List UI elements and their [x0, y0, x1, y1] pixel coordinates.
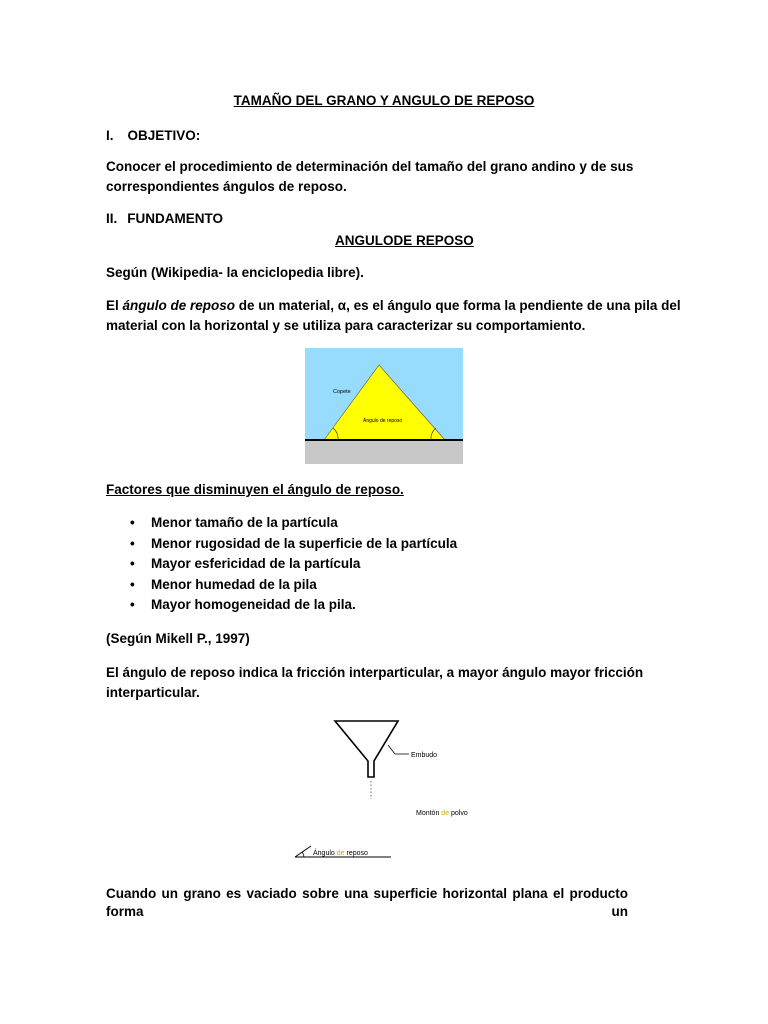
friction-line2: interparticular. — [106, 685, 200, 700]
list-item-text: Menor tamaño de la partícula — [151, 515, 338, 530]
figure-ground — [305, 440, 463, 464]
list-item — [106, 554, 457, 575]
friction-line1: El ángulo de reposo indica la fricción interparticular, a mayor ángulo mayor fricción — [106, 665, 644, 680]
label-angulo-part: Ángulo — [313, 850, 337, 857]
page-title: TAMAÑO DEL GRANO Y ANGULO DE REPOSO — [233, 93, 535, 108]
section-numeral: II. — [106, 211, 118, 226]
list-item — [106, 575, 457, 596]
bullet: • — [130, 515, 135, 530]
label-angle: Ángulo de reposo — [363, 418, 403, 424]
definition-line2: material con la horizontal y se utiliza para caracterizar su comportamiento. — [106, 318, 586, 333]
list-item-text: Menor rugosidad de la superficie de la partícula — [151, 535, 458, 551]
citation: (Según Mikell P., 1997) — [106, 631, 250, 646]
definition-prefix: El — [106, 298, 123, 313]
label-angulo-part: reposo — [344, 850, 368, 857]
section-fundamento-heading — [106, 210, 223, 228]
section-objetivo-heading — [106, 127, 200, 145]
factors-heading: Factores que disminuyen el ángulo de reposo. — [106, 482, 404, 497]
bullet: • — [130, 535, 135, 551]
section-heading-text: FUNDAMENTO — [127, 211, 224, 226]
source-text: Según (Wikipedia- la enciclopedia libre). — [106, 265, 364, 280]
label-angulo-part: de — [336, 850, 345, 857]
objective-text-line1: Conocer el procedimiento de determinación del tamaño del grano andino y de sus — [106, 159, 634, 174]
funnel-figure — [285, 715, 483, 865]
angle-of-repose-figure — [305, 348, 463, 464]
list-item-text: Menor humedad de la pila — [151, 576, 317, 592]
section-numeral: I. — [106, 128, 114, 143]
bullet: • — [130, 597, 135, 613]
definition-term: ángulo de reposo — [122, 298, 236, 313]
factors-list — [106, 513, 457, 616]
list-item — [106, 534, 457, 555]
objective-text-line2: correspondientes ángulos de reposo. — [106, 179, 347, 194]
label-monton-part: polvo — [449, 810, 468, 817]
closing-paragraph-line: Cuando un grano es vaciado sobre una superficie horizontal plana el producto forma un — [106, 886, 628, 919]
section-subtitle: ANGULODE REPOSO — [335, 233, 474, 248]
label-copete: Copete — [333, 389, 351, 395]
list-item-text: Mayor homogeneidad de la pila. — [151, 597, 356, 613]
definition-line1 — [106, 297, 681, 315]
list-item-text: Mayor esfericidad de la partícula — [151, 556, 361, 572]
bullet: • — [130, 576, 135, 592]
label-embudo: Embudo — [411, 752, 438, 759]
bullet: • — [130, 556, 135, 572]
list-item — [106, 595, 457, 616]
section-heading-text: OBJETIVO: — [127, 128, 201, 143]
label-monton — [416, 810, 468, 817]
label-monton-part: de — [441, 810, 450, 817]
list-item — [106, 513, 457, 534]
definition-rest: de un material, α, es el ángulo que forma la pendiente de una pila del — [235, 298, 681, 313]
label-angulo — [313, 848, 368, 857]
label-monton-part: Montón — [416, 810, 442, 817]
